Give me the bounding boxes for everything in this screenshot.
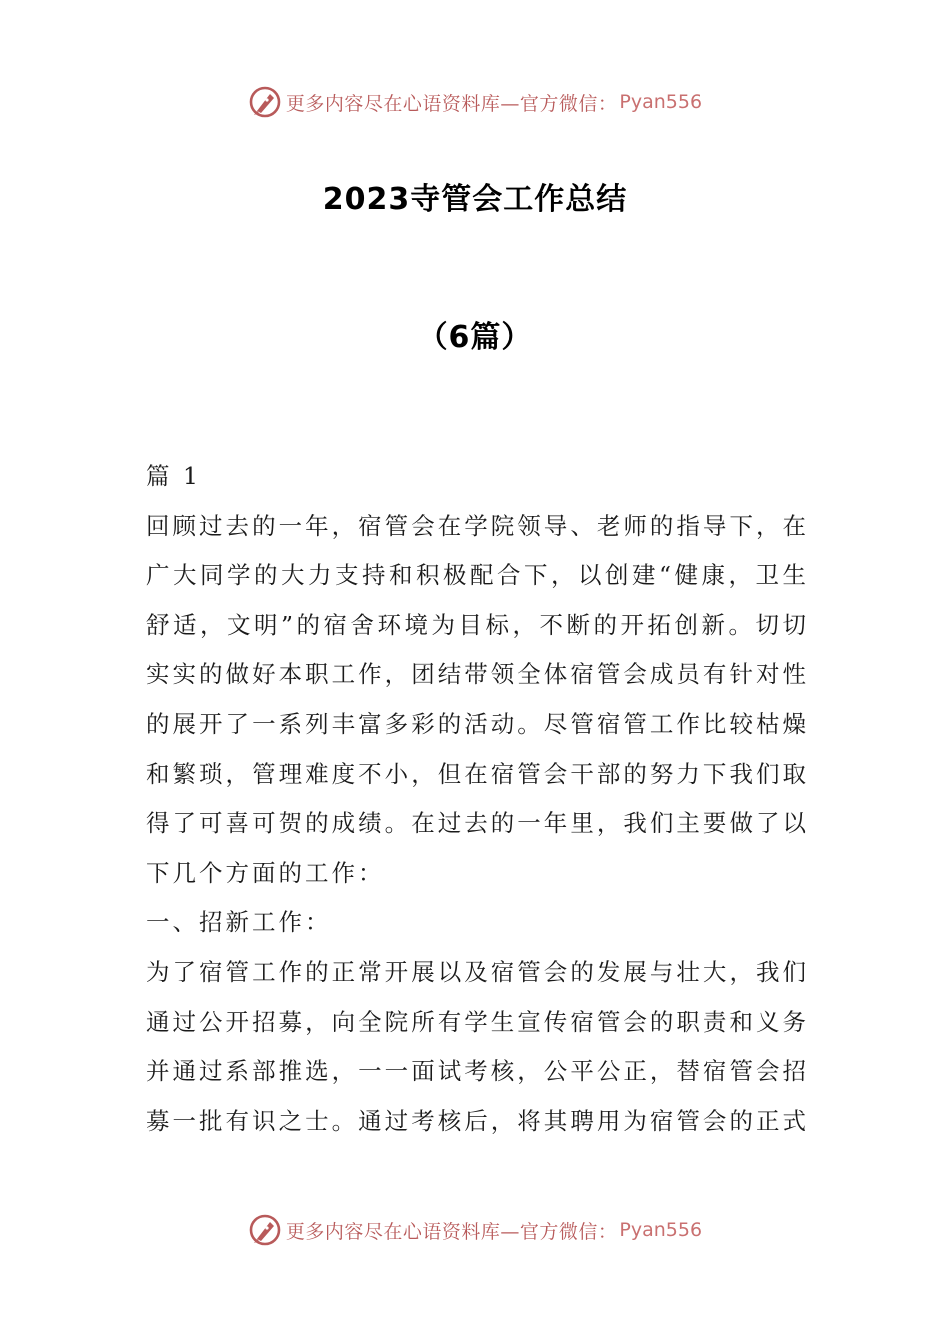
document-title: 2023寺管会工作总结 [322,182,628,217]
pen-nib-logo-icon [248,1213,282,1247]
banner-text: 更多内容尽在心语资料库—官方微信： [285,92,618,115]
document-body [146,452,806,1146]
paragraph-line: 实实的做好本职工作，团结带领全体宿管会成员有针对性 [146,660,806,689]
pen-nib-logo-icon [248,85,282,119]
section-heading: 一、招新工作： [146,908,332,937]
banner-wechat-id: Pyan556 [619,91,703,113]
paragraph-line: 舒适，文明”的宿舍环境为目标，不断的开拓创新。切切 [146,610,806,639]
header-banner [0,82,950,122]
paragraph-line: 和繁琐，管理难度不小，但在宿管会干部的努力下我们取 [146,759,806,788]
banner-wechat-id: Pyan556 [619,1219,703,1241]
paragraph-line: 回顾过去的一年，宿管会在学院领导、老师的指导下，在 [146,511,806,540]
document-subtitle: （6篇） [417,320,533,355]
paragraph-line: 广大同学的大力支持和积极配合下，以创建“健康，卫生 [146,561,806,590]
paragraph-line: 的展开了一系列丰富多彩的活动。尽管宿管工作比较枯燥 [146,709,806,738]
footer-banner [0,1210,950,1250]
paragraph-line: 下几个方面的工作： [146,858,385,887]
section-label: 篇 1 [146,462,201,490]
paragraph-line: 为了宿管工作的正常开展以及宿管会的发展与壮大，我们 [146,957,806,986]
paragraph-line: 通过公开招募，向全院所有学生宣传宿管会的职责和义务 [146,1007,806,1036]
paragraph-line: 并通过系部推选，一一面试考核，公平公正，替宿管会招 [146,1057,806,1086]
paragraph-line: 得了可喜可贺的成绩。在过去的一年里，我们主要做了以 [146,809,806,838]
banner-text: 更多内容尽在心语资料库—官方微信： [285,1220,618,1243]
paragraph-line: 募一批有识之士。通过考核后，将其聘用为宿管会的正式 [146,1106,806,1135]
